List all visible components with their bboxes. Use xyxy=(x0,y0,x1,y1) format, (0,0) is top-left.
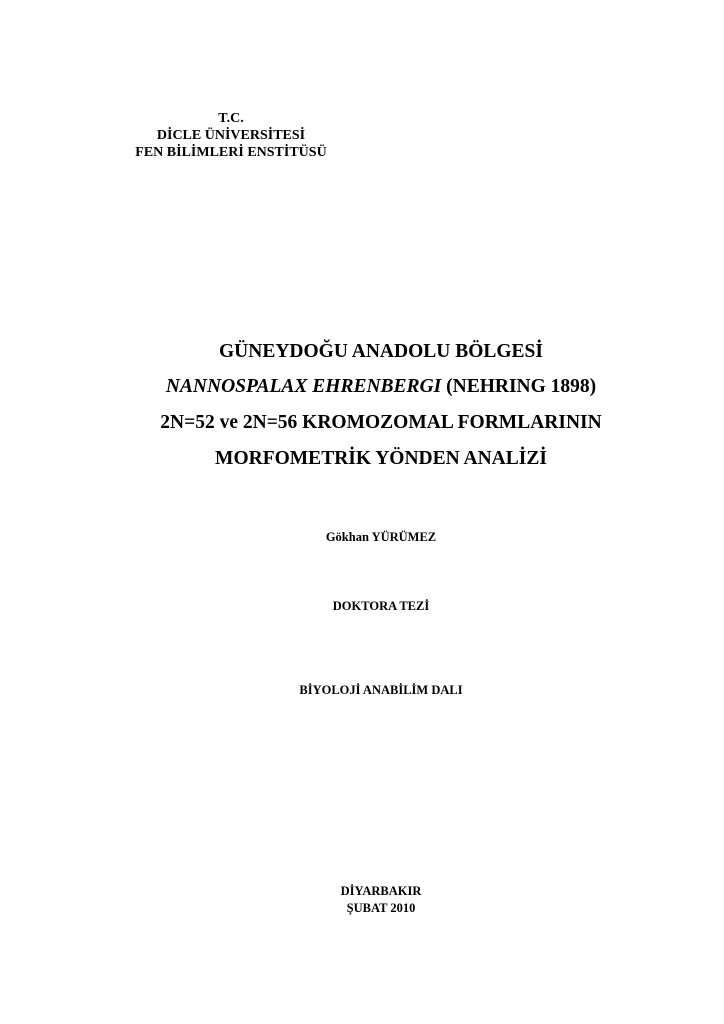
date-label: ŞUBAT 2010 xyxy=(346,901,416,915)
institute-name: FEN BİLİMLERİ ENSTİTÜSÜ xyxy=(135,145,327,160)
title-line-1: GÜNEYDOĞU ANADOLU BÖLGESİ xyxy=(219,341,543,362)
species-name: NANNOSPALAX EHRENBERGI xyxy=(165,376,442,397)
department-name: BİYOLOJİ ANABİLİM DALI xyxy=(299,683,463,697)
author-name: Gökhan YÜRÜMEZ xyxy=(325,530,437,544)
university-name: DİCLE ÜNİVERSİTESİ xyxy=(156,128,306,143)
place-label: DİYARBAKIR xyxy=(340,884,422,898)
country-label: T.C. xyxy=(218,111,244,126)
degree-type: DOKTORA TEZİ xyxy=(332,599,430,613)
title-line-2 xyxy=(0,377,724,397)
title-line-4: MORFOMETRİK YÖNDEN ANALİZİ xyxy=(215,448,547,469)
species-authority: (NEHRING 1898) xyxy=(441,376,597,397)
title-line-3: 2N=52 ve 2N=56 KROMOZOMAL FORMLARININ xyxy=(160,412,602,433)
